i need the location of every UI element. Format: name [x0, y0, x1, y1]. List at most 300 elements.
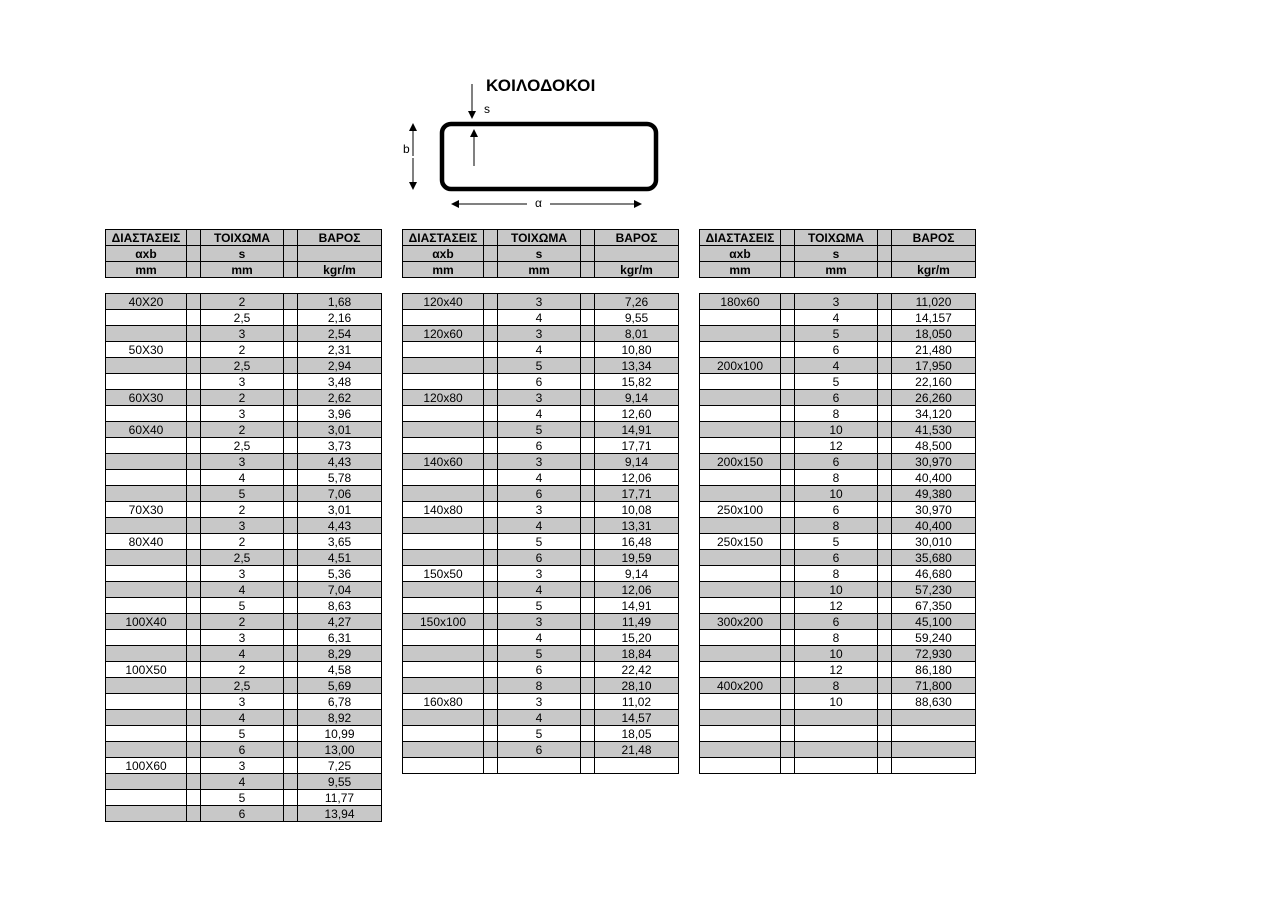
divider-cell — [187, 566, 201, 582]
dimensions-cell — [700, 598, 781, 614]
divider-cell — [484, 358, 498, 374]
table-row — [700, 326, 976, 342]
header-row — [106, 230, 382, 246]
divider-cell — [781, 550, 795, 566]
weight-cell: 46,680 — [892, 566, 976, 582]
thickness-cell: 8 — [795, 406, 878, 422]
dimensions-cell: 80X40 — [106, 534, 187, 550]
dimensions-cell — [403, 646, 484, 662]
dimensions-cell — [700, 742, 781, 758]
thickness-cell: 3 — [498, 614, 581, 630]
weight-cell: 16,48 — [595, 534, 679, 550]
divider-cell — [484, 310, 498, 326]
divider-cell — [284, 614, 298, 630]
table-row — [700, 678, 976, 694]
divider-cell — [484, 598, 498, 614]
weight-cell: 13,94 — [298, 806, 382, 822]
divider-cell — [581, 342, 595, 358]
divider-cell — [781, 662, 795, 678]
divider-cell — [284, 294, 298, 310]
thickness-cell: 2 — [201, 422, 284, 438]
dimensions-cell — [700, 438, 781, 454]
weight-cell: 14,157 — [892, 310, 976, 326]
thickness-cell: 2,5 — [201, 358, 284, 374]
divider-cell — [581, 406, 595, 422]
thickness-cell: 10 — [795, 422, 878, 438]
divider-cell — [187, 470, 201, 486]
dimensions-cell — [403, 518, 484, 534]
weight-cell: 9,55 — [298, 774, 382, 790]
dimensions-cell — [700, 582, 781, 598]
divider-cell — [187, 422, 201, 438]
thickness-cell: 4 — [498, 470, 581, 486]
divider-cell — [484, 646, 498, 662]
header-cell — [878, 262, 892, 278]
dimensions-cell — [403, 342, 484, 358]
header-cell — [484, 230, 498, 246]
divider-cell — [781, 598, 795, 614]
divider-cell — [878, 694, 892, 710]
thickness-cell: 3 — [498, 326, 581, 342]
dimensions-table-2 — [402, 229, 679, 774]
dimensions-cell — [700, 470, 781, 486]
thickness-cell: 5 — [795, 326, 878, 342]
thickness-cell: 10 — [795, 582, 878, 598]
table-row — [403, 326, 679, 342]
thickness-cell: 6 — [498, 438, 581, 454]
dimensions-cell: 300x200 — [700, 614, 781, 630]
divider-cell — [284, 502, 298, 518]
divider-cell — [781, 726, 795, 742]
weight-cell: 30,970 — [892, 502, 976, 518]
table-row — [106, 662, 382, 678]
thickness-cell: 2 — [201, 342, 284, 358]
weight-cell: 22,42 — [595, 662, 679, 678]
divider-cell — [581, 422, 595, 438]
dimensions-cell — [403, 438, 484, 454]
thickness-cell: 3 — [201, 758, 284, 774]
divider-cell — [284, 406, 298, 422]
table-row — [700, 406, 976, 422]
thickness-cell: 3 — [201, 566, 284, 582]
divider-cell — [878, 710, 892, 726]
thickness-cell: 3 — [201, 694, 284, 710]
thickness-cell: 8 — [498, 678, 581, 694]
divider-cell — [187, 678, 201, 694]
dimensions-cell — [106, 630, 187, 646]
weight-cell: 7,26 — [595, 294, 679, 310]
table-row — [700, 486, 976, 502]
header-cell: ΔΙΑΣΤΑΣΕΙΣ — [700, 230, 781, 246]
dimensions-cell — [700, 342, 781, 358]
weight-cell: 13,00 — [298, 742, 382, 758]
divider-cell — [484, 454, 498, 470]
divider-cell — [581, 486, 595, 502]
divider-cell — [781, 566, 795, 582]
dimensions-cell: 140x60 — [403, 454, 484, 470]
divider-cell — [781, 374, 795, 390]
dimensions-cell — [700, 566, 781, 582]
dimensions-cell — [403, 630, 484, 646]
thickness-cell: 4 — [498, 518, 581, 534]
thickness-cell: 2 — [201, 294, 284, 310]
divider-cell — [187, 646, 201, 662]
table-row — [403, 614, 679, 630]
divider-cell — [187, 710, 201, 726]
divider-cell — [187, 390, 201, 406]
table-row — [106, 742, 382, 758]
thickness-cell: 2,5 — [201, 310, 284, 326]
weight-cell: 5,69 — [298, 678, 382, 694]
divider-cell — [187, 294, 201, 310]
dimensions-cell: 180x60 — [700, 294, 781, 310]
dimensions-cell — [700, 326, 781, 342]
weight-cell: 34,120 — [892, 406, 976, 422]
header-cell: ΤΟΙΧΩΜΑ — [201, 230, 284, 246]
dimensions-cell: 40X20 — [106, 294, 187, 310]
divider-cell — [581, 678, 595, 694]
divider-cell — [484, 758, 498, 774]
divider-cell — [581, 582, 595, 598]
dimensions-cell — [106, 550, 187, 566]
header-cell: ΒΑΡΟΣ — [298, 230, 382, 246]
divider-cell — [878, 678, 892, 694]
weight-cell: 3,01 — [298, 422, 382, 438]
divider-cell — [781, 390, 795, 406]
weight-cell: 4,27 — [298, 614, 382, 630]
divider-cell — [187, 582, 201, 598]
weight-cell: 13,31 — [595, 518, 679, 534]
dimensions-cell: 120x60 — [403, 326, 484, 342]
table-row — [700, 454, 976, 470]
divider-cell — [484, 582, 498, 598]
weight-cell: 14,91 — [595, 422, 679, 438]
thickness-cell — [795, 758, 878, 774]
table-row — [700, 294, 976, 310]
thickness-cell: 5 — [498, 598, 581, 614]
divider-cell — [284, 726, 298, 742]
header-cell — [284, 246, 298, 262]
divider-cell — [781, 310, 795, 326]
divider-cell — [878, 598, 892, 614]
table-row — [403, 678, 679, 694]
divider-cell — [484, 518, 498, 534]
header-cell: mm — [201, 262, 284, 278]
table-row — [700, 662, 976, 678]
weight-cell: 18,050 — [892, 326, 976, 342]
header-cell: kgr/m — [298, 262, 382, 278]
dimensions-cell — [106, 742, 187, 758]
thickness-cell: 8 — [795, 470, 878, 486]
table-row — [700, 630, 976, 646]
thickness-cell: 3 — [498, 502, 581, 518]
divider-cell — [581, 502, 595, 518]
divider-cell — [187, 790, 201, 806]
thickness-cell: 6 — [795, 502, 878, 518]
height-label: b — [403, 142, 410, 156]
table-row — [106, 774, 382, 790]
divider-cell — [187, 662, 201, 678]
divider-cell — [581, 390, 595, 406]
dimensions-cell: 100X40 — [106, 614, 187, 630]
divider-cell — [187, 534, 201, 550]
header-cell — [878, 230, 892, 246]
table-row — [403, 646, 679, 662]
divider-cell — [187, 742, 201, 758]
divider-cell — [581, 310, 595, 326]
dimensions-cell — [403, 726, 484, 742]
dimensions-cell — [403, 310, 484, 326]
weight-cell: 12,06 — [595, 470, 679, 486]
divider-cell — [484, 438, 498, 454]
divider-cell — [581, 710, 595, 726]
dimensions-cell — [700, 662, 781, 678]
header-cell: kgr/m — [892, 262, 976, 278]
table-row — [700, 550, 976, 566]
dimensions-cell — [700, 390, 781, 406]
dimensions-cell — [700, 726, 781, 742]
divider-cell — [581, 614, 595, 630]
thickness-cell: 12 — [795, 598, 878, 614]
weight-cell: 71,800 — [892, 678, 976, 694]
table-row — [700, 358, 976, 374]
dimensions-cell — [403, 710, 484, 726]
weight-cell — [892, 726, 976, 742]
thickness-cell: 6 — [498, 662, 581, 678]
dimensions-cell: 400x200 — [700, 678, 781, 694]
thickness-cell: 4 — [498, 630, 581, 646]
dimensions-cell — [403, 358, 484, 374]
table-row — [403, 374, 679, 390]
divider-cell — [284, 534, 298, 550]
dimensions-cell — [106, 374, 187, 390]
divider-cell — [581, 742, 595, 758]
divider-cell — [878, 518, 892, 534]
weight-cell: 2,54 — [298, 326, 382, 342]
weight-cell: 40,400 — [892, 518, 976, 534]
weight-cell: 10,08 — [595, 502, 679, 518]
weight-cell: 26,260 — [892, 390, 976, 406]
thickness-cell: 5 — [795, 374, 878, 390]
weight-cell: 10,99 — [298, 726, 382, 742]
dimensions-cell — [106, 598, 187, 614]
divider-cell — [484, 678, 498, 694]
divider-cell — [284, 486, 298, 502]
table-row — [106, 438, 382, 454]
divider-cell — [878, 422, 892, 438]
divider-cell — [484, 694, 498, 710]
table-row — [106, 550, 382, 566]
thickness-cell: 6 — [498, 486, 581, 502]
header-cell — [284, 262, 298, 278]
table-row — [106, 502, 382, 518]
divider-cell — [781, 646, 795, 662]
table-row — [700, 758, 976, 774]
dimensions-cell — [106, 406, 187, 422]
table-row — [700, 710, 976, 726]
header-row — [700, 230, 976, 246]
header-cell — [298, 246, 382, 262]
hollow-section-diagram — [395, 78, 665, 213]
dimensions-cell — [403, 758, 484, 774]
divider-cell — [484, 614, 498, 630]
weight-cell: 8,29 — [298, 646, 382, 662]
dimensions-cell: 50X30 — [106, 342, 187, 358]
divider-cell — [781, 742, 795, 758]
thickness-cell: 6 — [201, 806, 284, 822]
dimensions-cell — [403, 406, 484, 422]
dimensions-cell — [106, 678, 187, 694]
table-row — [106, 310, 382, 326]
thickness-cell — [795, 742, 878, 758]
weight-cell: 15,82 — [595, 374, 679, 390]
table-row — [700, 310, 976, 326]
header-cell — [781, 230, 795, 246]
weight-cell: 11,020 — [892, 294, 976, 310]
dimensions-cell: 100X50 — [106, 662, 187, 678]
divider-cell — [187, 614, 201, 630]
divider-cell — [781, 678, 795, 694]
table-row — [106, 566, 382, 582]
spacer-row — [106, 278, 382, 294]
thickness-cell: 2 — [201, 662, 284, 678]
header-row — [700, 246, 976, 262]
weight-cell — [892, 758, 976, 774]
divider-cell — [484, 710, 498, 726]
divider-cell — [484, 550, 498, 566]
divider-cell — [878, 342, 892, 358]
dimensions-cell — [403, 486, 484, 502]
weight-cell: 13,34 — [595, 358, 679, 374]
table-row — [106, 406, 382, 422]
thickness-cell: 3 — [498, 294, 581, 310]
thickness-cell: 10 — [795, 646, 878, 662]
table-row — [403, 598, 679, 614]
weight-cell: 67,350 — [892, 598, 976, 614]
divider-cell — [781, 406, 795, 422]
table-row — [700, 342, 976, 358]
dimensions-cell — [700, 710, 781, 726]
header-cell: s — [201, 246, 284, 262]
weight-cell: 6,78 — [298, 694, 382, 710]
header-row — [106, 246, 382, 262]
table-row — [700, 390, 976, 406]
thickness-cell: 3 — [201, 406, 284, 422]
divider-cell — [781, 710, 795, 726]
divider-cell — [187, 454, 201, 470]
dimensions-cell — [106, 582, 187, 598]
table-row — [403, 662, 679, 678]
divider-cell — [484, 470, 498, 486]
table-row — [106, 294, 382, 310]
spacer-row — [403, 278, 679, 294]
divider-cell — [781, 438, 795, 454]
table-row — [700, 726, 976, 742]
dimensions-cell: 120x40 — [403, 294, 484, 310]
divider-cell — [781, 294, 795, 310]
weight-cell: 11,49 — [595, 614, 679, 630]
dimensions-cell: 70X30 — [106, 502, 187, 518]
weight-cell: 8,92 — [298, 710, 382, 726]
weight-cell: 17,71 — [595, 438, 679, 454]
thickness-cell: 3 — [201, 374, 284, 390]
table-row — [403, 502, 679, 518]
weight-cell: 8,01 — [595, 326, 679, 342]
divider-cell — [781, 502, 795, 518]
divider-cell — [581, 534, 595, 550]
divider-cell — [484, 486, 498, 502]
dimensions-cell — [106, 438, 187, 454]
header-row — [403, 262, 679, 278]
weight-cell: 9,14 — [595, 566, 679, 582]
divider-cell — [581, 358, 595, 374]
weight-cell: 35,680 — [892, 550, 976, 566]
divider-cell — [284, 374, 298, 390]
thickness-cell: 3 — [498, 454, 581, 470]
table-row — [700, 646, 976, 662]
divider-cell — [187, 694, 201, 710]
thickness-cell: 8 — [795, 566, 878, 582]
divider-cell — [581, 518, 595, 534]
table-row — [700, 470, 976, 486]
thickness-cell: 5 — [795, 534, 878, 550]
divider-cell — [581, 630, 595, 646]
thickness-cell: 6 — [795, 614, 878, 630]
table-row — [403, 486, 679, 502]
table-row — [403, 758, 679, 774]
divider-cell — [284, 694, 298, 710]
divider-cell — [878, 326, 892, 342]
divider-cell — [484, 742, 498, 758]
divider-cell — [781, 422, 795, 438]
table-row — [403, 438, 679, 454]
table-row — [403, 582, 679, 598]
table-row — [403, 742, 679, 758]
table-row — [106, 646, 382, 662]
header-cell — [781, 262, 795, 278]
dimensions-cell — [700, 758, 781, 774]
divider-cell — [187, 518, 201, 534]
weight-cell: 9,55 — [595, 310, 679, 326]
divider-cell — [484, 294, 498, 310]
divider-cell — [581, 438, 595, 454]
thickness-cell: 3 — [498, 694, 581, 710]
thickness-cell: 6 — [795, 550, 878, 566]
weight-cell: 10,80 — [595, 342, 679, 358]
header-cell: αxb — [403, 246, 484, 262]
thickness-cell: 2,5 — [201, 678, 284, 694]
header-cell: s — [498, 246, 581, 262]
dimensions-cell — [106, 806, 187, 822]
page-title: ΚΟΙΛΟΔΟΚΟΙ — [486, 76, 596, 95]
divider-cell — [878, 582, 892, 598]
thickness-cell: 5 — [201, 486, 284, 502]
divider-cell — [484, 502, 498, 518]
divider-cell — [284, 358, 298, 374]
weight-cell — [892, 710, 976, 726]
divider-cell — [284, 710, 298, 726]
divider-cell — [581, 326, 595, 342]
header-cell — [878, 246, 892, 262]
divider-cell — [187, 326, 201, 342]
divider-cell — [781, 454, 795, 470]
divider-cell — [484, 406, 498, 422]
header-cell — [187, 262, 201, 278]
header-cell: ΔΙΑΣΤΑΣΕΙΣ — [106, 230, 187, 246]
divider-cell — [284, 678, 298, 694]
header-cell: mm — [106, 262, 187, 278]
divider-cell — [284, 566, 298, 582]
